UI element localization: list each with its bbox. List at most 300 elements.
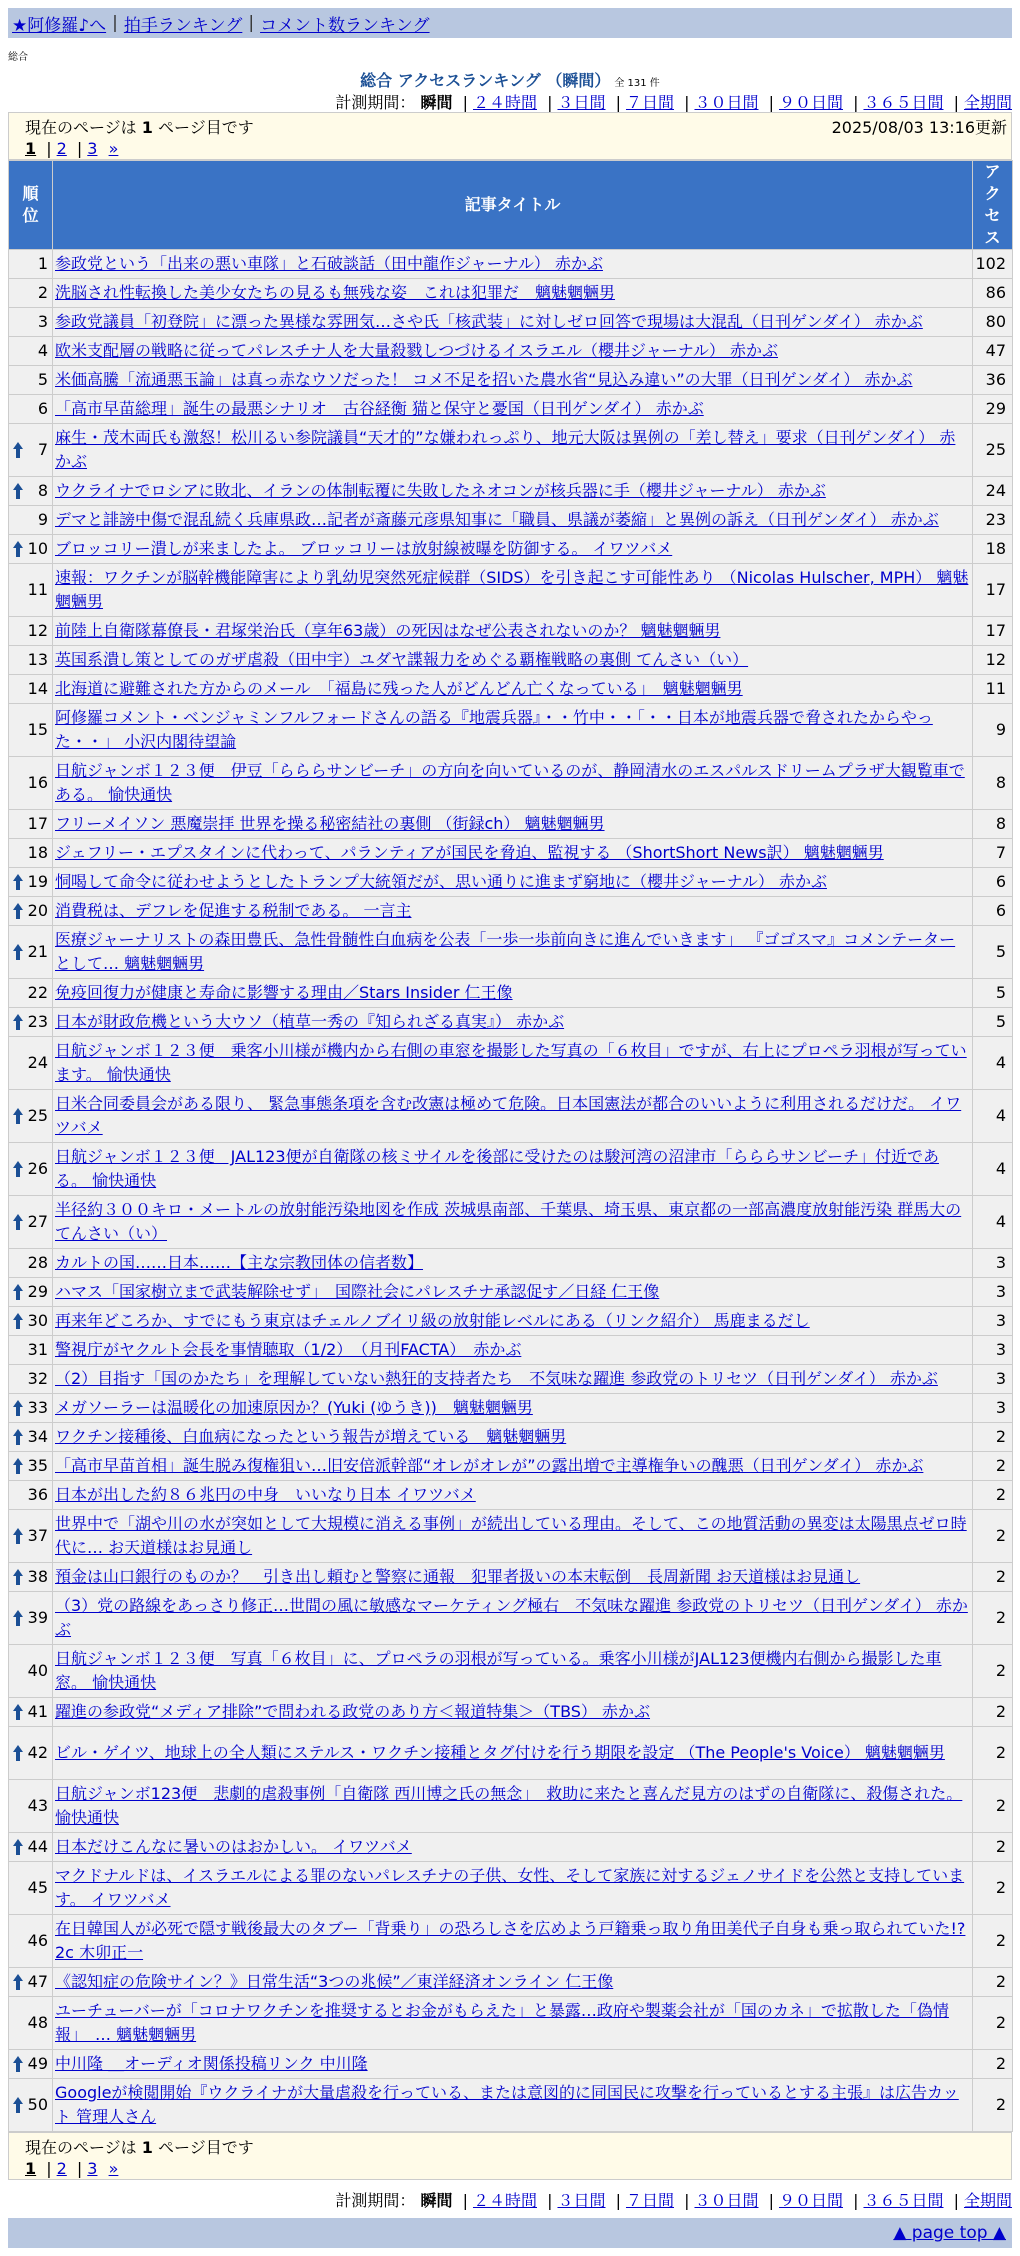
rank-up-arrow-icon bbox=[13, 1214, 23, 1230]
rank-cell bbox=[9, 1727, 53, 1780]
table-row bbox=[9, 617, 1013, 646]
article-title-link[interactable]: ウクライナでロシアに敗北、イランの体制転覆に失敗したネオコンが核兵器に手（櫻井ジャーナル） 赤かぶ bbox=[55, 481, 826, 500]
period-label: 計測期間： bbox=[335, 93, 416, 112]
rank-cell bbox=[9, 279, 53, 308]
article-title-link[interactable]: Googleが検閲開始『ウクライナが大量虐殺を行っている、または意図的に同国民に攻撃を行っているとする主張』は広告カット 管理人さん bbox=[55, 2083, 959, 2126]
rank-cell bbox=[9, 1452, 53, 1481]
access-count: 11 bbox=[973, 675, 1013, 704]
table-row bbox=[9, 1037, 1013, 1090]
article-title-link[interactable]: （3）党の路線をあっさり修正…世間の風に敏感なマーケティング極右 不気味な躍進 参政党のトリセツ（日刊ゲンダイ） 赤かぶ bbox=[55, 1596, 968, 1639]
access-count: 9 bbox=[973, 704, 1013, 757]
home-link[interactable]: ★阿修羅♪へ bbox=[12, 15, 107, 36]
rank-cell bbox=[9, 1423, 53, 1452]
article-title-link[interactable]: 阿修羅コメント・ベンジャミンフルフォードさんの語る『地震兵器』・・竹中・・「・・日本が地震兵器で脅されたからやった・・」 小沢内閣待望論 bbox=[55, 708, 933, 751]
title-cell bbox=[53, 1862, 973, 1915]
table-row bbox=[9, 1365, 1013, 1394]
table-row bbox=[9, 1196, 1013, 1249]
table-row bbox=[9, 1968, 1013, 1997]
page-top-link[interactable]: ▲ page top ▲ bbox=[893, 2223, 1006, 2243]
access-count: 3 bbox=[973, 1278, 1013, 1307]
period-label: 計測期間： bbox=[335, 2191, 416, 2210]
rank-cell bbox=[9, 1196, 53, 1249]
rank-number: 19 bbox=[27, 872, 48, 891]
ranking-title: 総合 アクセスランキング （瞬間） bbox=[360, 71, 611, 90]
table-row bbox=[9, 1278, 1013, 1307]
rank-cell bbox=[9, 337, 53, 366]
table-row bbox=[9, 564, 1013, 617]
title-cell bbox=[53, 564, 973, 617]
table-row bbox=[9, 279, 1013, 308]
table-row bbox=[9, 366, 1013, 395]
table-row bbox=[9, 535, 1013, 564]
period-link-365d[interactable]: ３６５日間 bbox=[863, 93, 944, 112]
period-selector-top: 計測期間： 瞬間 | ２４時間 | ３日間 | ７日間 | ３０日間 | ９０日間 | ３６５日間 | 全期間 bbox=[335, 93, 1012, 112]
article-title-link[interactable]: ワクチン接種後、白血病になったという報告が増えている 魑魅魍魎男 bbox=[55, 1427, 567, 1446]
rank-number: 13 bbox=[27, 650, 48, 669]
applause-ranking-link[interactable]: 拍手ランキング bbox=[123, 15, 243, 36]
access-count: 2 bbox=[973, 1563, 1013, 1592]
table-row bbox=[9, 1997, 1013, 2050]
rank-number: 7 bbox=[37, 440, 48, 459]
article-title-link[interactable]: ユーチューバーが「コロナワクチンを推奨するとお金がもらえた」と暴露…政府や製薬会社が「国のカネ」で拡散した「偽情報」 … 魑魅魍魎男 bbox=[55, 2001, 949, 2044]
rank-number: 23 bbox=[27, 1012, 48, 1031]
article-title-link[interactable]: 日航ジャンボ１２３便 JAL123便が自衛隊の核ミサイルを後部に受けたのは駿河湾の沼津市「らららサンビーチ」付近である。 愉快通快 bbox=[55, 1147, 939, 1190]
rank-up-arrow-icon bbox=[13, 1974, 23, 1990]
article-title-link[interactable]: 「高市早苗総理」誕生の最悪シナリオ 古谷経衡 猫と保守と憂国（日刊ゲンダイ） 赤かぶ bbox=[55, 399, 704, 418]
access-count: 7 bbox=[973, 839, 1013, 868]
rank-cell bbox=[9, 1394, 53, 1423]
rank-up-arrow-icon bbox=[13, 1313, 23, 1329]
rank-cell bbox=[9, 1249, 53, 1278]
access-count: 4 bbox=[973, 1196, 1013, 1249]
rank-up-arrow-icon bbox=[13, 1569, 23, 1585]
article-title-link[interactable]: 日米合同委員会がある限り、 緊急事態条項を含む改憲は極めて危険。日本国憲法が都合のいいように利用されるだけだ。 イワツバメ bbox=[55, 1094, 962, 1137]
rank-number: 21 bbox=[27, 942, 48, 961]
pager-next[interactable]: » bbox=[108, 139, 119, 158]
rank-number: 37 bbox=[27, 1526, 48, 1545]
article-title-link[interactable]: 半径約３００キロ・メートルの放射能汚染地図を作成 茨城県南部、千葉県、埼玉県、東京都の一部高濃度放射能汚染 群馬大のてんさい（い） bbox=[55, 1200, 962, 1243]
period-link-90d[interactable]: ９０日間 bbox=[778, 93, 843, 112]
table-row bbox=[9, 1336, 1013, 1365]
pager-link-3[interactable]: 3 bbox=[87, 2159, 98, 2178]
article-title-link[interactable]: フリーメイソン 悪魔崇拝 世界を操る秘密結社の裏側 （街録ch） 魑魅魍魎男 bbox=[55, 814, 605, 833]
access-count: 36 bbox=[973, 366, 1013, 395]
pager-link-3[interactable]: 3 bbox=[87, 139, 98, 158]
rank-cell bbox=[9, 1563, 53, 1592]
table-row bbox=[9, 810, 1013, 839]
title-cell bbox=[53, 979, 973, 1008]
rank-number: 46 bbox=[27, 1931, 48, 1950]
article-title-link[interactable]: 日航ジャンボ１２３便 写真「６枚目」に、プロペラの羽根が写っている。乗客小川様がJAL123便機内右側から撮影した車窓。 愉快通快 bbox=[55, 1649, 942, 1692]
article-title-link[interactable]: 恫喝して命令に従わせようとしたトランプ大統領だが、思い通りに進まず窮地に（櫻井ジャーナル） 赤かぶ bbox=[55, 872, 827, 891]
article-title-link[interactable]: ビル・ゲイツ、地球上の全人類にステルス・ワクチン接種とタグ付けを行う期限を設定 （The People's Voice） 魑魅魍魎男 bbox=[55, 1743, 945, 1762]
access-count: 6 bbox=[973, 897, 1013, 926]
article-title-link[interactable]: 日航ジャンボ１２３便 伊豆「らららサンビーチ」の方向を向いているのが、静岡清水のエスパルスドリームプラザ大観覧車である。 愉快通快 bbox=[55, 761, 965, 804]
article-title-link[interactable]: 参政党議員「初登院」に漂った異様な雰囲気…さや氏「核武装」に対しゼロ回答で現場は大混乱（日刊ゲンダイ） 赤かぶ bbox=[55, 312, 923, 331]
rank-cell bbox=[9, 757, 53, 810]
title-cell bbox=[53, 617, 973, 646]
title-cell bbox=[53, 1645, 973, 1698]
title-cell bbox=[53, 279, 973, 308]
table-row bbox=[9, 2050, 1013, 2079]
rank-cell bbox=[9, 1968, 53, 1997]
access-count: 3 bbox=[973, 1307, 1013, 1336]
rank-up-arrow-icon bbox=[13, 1108, 23, 1124]
rank-number: 42 bbox=[27, 1743, 48, 1762]
pager-link-2[interactable]: 2 bbox=[56, 2159, 67, 2178]
title-cell bbox=[53, 1423, 973, 1452]
period-link-365d[interactable]: ３６５日間 bbox=[863, 2191, 944, 2210]
rank-cell bbox=[9, 564, 53, 617]
rank-up-arrow-icon bbox=[13, 483, 23, 499]
access-count: 2 bbox=[973, 1997, 1013, 2050]
rank-up-arrow-icon bbox=[13, 903, 23, 919]
article-title-link[interactable]: 前陸上自衛隊幕僚長・君塚栄治氏（享年63歳）の死因はなぜ公表されないのか？ 魑魅魍魎男 bbox=[55, 621, 721, 640]
rank-number: 15 bbox=[27, 720, 48, 739]
access-count: 17 bbox=[973, 564, 1013, 617]
article-title-link[interactable]: 《認知症の危険サイン？》日常生活“3つの兆候”／東洋経済オンライン 仁王像 bbox=[55, 1972, 614, 1991]
article-title-link[interactable]: 消費税は、デフレを促進する税制である。 一言主 bbox=[55, 901, 412, 920]
current-page-text: 現在のページは 1 ページ目です bbox=[25, 118, 254, 137]
rank-cell bbox=[9, 2079, 53, 2132]
rank-number: 1 bbox=[37, 254, 48, 273]
article-title-link[interactable]: デマと誹謗中傷で混乱続く兵庫県政…記者が斎藤元彦県知事に「職員、県議が萎縮」と異例の訴え（日刊ゲンダイ） 赤かぶ bbox=[55, 510, 939, 529]
title-cell bbox=[53, 2050, 973, 2079]
rank-up-arrow-icon bbox=[13, 1704, 23, 1720]
table-row bbox=[9, 1481, 1013, 1510]
article-title-link[interactable]: 日航ジャンボ１２３便 乗客小川様が機内から右側の車窓を撮影した写真の「６枚目」ですが、右上にプロペラ羽根が写っています。 愉快通快 bbox=[55, 1041, 967, 1084]
access-count: 2 bbox=[973, 1698, 1013, 1727]
rank-up-arrow-icon bbox=[13, 442, 23, 458]
rank-up-arrow-icon bbox=[13, 1745, 23, 1761]
comment-ranking-link[interactable]: コメント数ランキング bbox=[260, 15, 430, 36]
article-title-link[interactable]: ジェフリー・エプスタインに代わって、パランティアが国民を脅迫、監視する （ShortShort News訳） 魑魅魍魎男 bbox=[55, 843, 884, 862]
rank-number: 26 bbox=[27, 1159, 48, 1178]
rank-cell bbox=[9, 868, 53, 897]
access-count: 3 bbox=[973, 1394, 1013, 1423]
table-row bbox=[9, 1563, 1013, 1592]
rank-number: 5 bbox=[37, 370, 48, 389]
rank-cell bbox=[9, 1645, 53, 1698]
rank-up-arrow-icon bbox=[13, 541, 23, 557]
rank-number: 44 bbox=[27, 1837, 48, 1856]
access-count: 24 bbox=[973, 477, 1013, 506]
rank-up-arrow-icon bbox=[13, 1839, 23, 1855]
rank-number: 22 bbox=[27, 983, 48, 1002]
header-title: 記事タイトル bbox=[53, 161, 973, 250]
rank-number: 33 bbox=[27, 1398, 48, 1417]
table-row bbox=[9, 506, 1013, 535]
period-link-24h[interactable]: ２４時間 bbox=[472, 93, 537, 112]
title-cell bbox=[53, 1510, 973, 1563]
rank-number: 31 bbox=[27, 1340, 48, 1359]
article-title-link[interactable]: カルトの国……日本……【主な宗教団体の信者数】 bbox=[55, 1253, 424, 1272]
table-row bbox=[9, 675, 1013, 704]
rank-cell bbox=[9, 1307, 53, 1336]
access-count: 2 bbox=[973, 1915, 1013, 1968]
title-cell bbox=[53, 337, 973, 366]
period-link-30d[interactable]: ３０日間 bbox=[694, 93, 759, 112]
title-cell bbox=[53, 1365, 973, 1394]
title-cell bbox=[53, 1997, 973, 2050]
title-cell bbox=[53, 366, 973, 395]
title-cell bbox=[53, 1307, 973, 1336]
article-title-link[interactable]: 日本が出した約８６兆円の中身 いいなり日本 イワツバメ bbox=[55, 1485, 476, 1504]
table-row bbox=[9, 1833, 1013, 1862]
rank-number: 36 bbox=[27, 1485, 48, 1504]
rank-number: 9 bbox=[37, 510, 48, 529]
rank-up-arrow-icon bbox=[13, 944, 23, 960]
title-cell bbox=[53, 757, 973, 810]
table-row bbox=[9, 1727, 1013, 1780]
title-cell bbox=[53, 535, 973, 564]
access-count: 2 bbox=[973, 1481, 1013, 1510]
article-title-link[interactable]: 免疫回復力が健康と寿命に影響する理由／Stars Insider 仁王像 bbox=[55, 983, 513, 1002]
access-count: 8 bbox=[973, 757, 1013, 810]
table-row bbox=[9, 1862, 1013, 1915]
title-cell bbox=[53, 810, 973, 839]
pager-bottom: 1 | 2 | 3 » bbox=[25, 2159, 119, 2178]
article-title-link[interactable]: 警視庁がヤクルト会長を事情聴取（1/2） （月刊FACTA） 赤かぶ bbox=[55, 1340, 522, 1359]
table-row bbox=[9, 1645, 1013, 1698]
page-title bbox=[8, 68, 1012, 90]
article-title-link[interactable]: ハマス「国家樹立まで武装解除せず」 国際社会にパレスチナ承認促す／日経 仁王像 bbox=[55, 1282, 660, 1301]
rank-cell bbox=[9, 308, 53, 337]
rank-number: 49 bbox=[27, 2054, 48, 2073]
article-title-link[interactable]: 英国系潰し策としてのガザ虐殺（田中宇）ユダヤ諜報力をめぐる覇権戦略の裏側 てんさい（い） bbox=[55, 650, 749, 669]
rank-number: 35 bbox=[27, 1456, 48, 1475]
period-link-3d[interactable]: ３日間 bbox=[557, 93, 606, 112]
table-row bbox=[9, 1452, 1013, 1481]
updated-timestamp: 2025/08/03 13:16更新 bbox=[831, 118, 1007, 137]
top-navigation bbox=[8, 8, 1012, 38]
period-selector-bottom: 計測期間： 瞬間 | ２４時間 | ３日間 | ７日間 | ３０日間 | ９０日間 | ３６５日間 | 全期間 bbox=[335, 2191, 1012, 2210]
nav-separator: | bbox=[248, 13, 255, 33]
period-link-90d[interactable]: ９０日間 bbox=[778, 2191, 843, 2210]
article-title-link[interactable]: 預金は山口銀行のものか？ 引き出し頼むと警察に通報 犯罪者扱いの本末転倒 長周新聞 お天道様はお見通し bbox=[55, 1567, 861, 1586]
rank-cell bbox=[9, 926, 53, 979]
title-cell bbox=[53, 1278, 973, 1307]
article-title-link[interactable]: 北海道に避難された方からのメール 「福島に残った人がどんどん亡くなっている」 魑魅魍魎男 bbox=[55, 679, 743, 698]
rank-cell bbox=[9, 1510, 53, 1563]
article-title-link[interactable]: 世界中で「湖や川の水が突如として大規模に消える事例」が続出している理由。そして、この地質活動の異変は太陽黒点ゼロ時代に… お天道様はお見通し bbox=[55, 1514, 967, 1557]
category-label: 総合 bbox=[8, 52, 28, 63]
article-title-link[interactable]: 医療ジャーナリストの森田豊氏、急性骨髄性白血病を公表「一歩一歩前向きに進んでいきます」 『ゴゴスマ』コメンテーターとして… 魑魅魍魎男 bbox=[55, 930, 956, 973]
title-cell bbox=[53, 1336, 973, 1365]
pager-current: 1 bbox=[25, 2159, 37, 2178]
rank-cell bbox=[9, 250, 53, 279]
table-row bbox=[9, 757, 1013, 810]
table-row bbox=[9, 395, 1013, 424]
access-count: 12 bbox=[973, 646, 1013, 675]
access-count: 2 bbox=[973, 2050, 1013, 2079]
table-row bbox=[9, 979, 1013, 1008]
title-cell bbox=[53, 1727, 973, 1780]
article-title-link[interactable]: 日航ジャンボ123便 悲劇的虐殺事例「自衛隊 西川博之氏の無念」 救助に来たと喜んだ見方のはずの自衛隊に、殺傷された。 愉快通快 bbox=[55, 1784, 963, 1827]
rank-number: 41 bbox=[27, 1702, 48, 1721]
access-count: 4 bbox=[973, 1090, 1013, 1143]
access-count: 2 bbox=[973, 1780, 1013, 1833]
article-title-link[interactable]: 日本だけこんなに暑いのはおかしい。 イワツバメ bbox=[55, 1837, 412, 1856]
table-row bbox=[9, 477, 1013, 506]
access-count: 6 bbox=[973, 868, 1013, 897]
article-title-link[interactable]: マクドナルドは、イスラエルによる罪のないパレスチナの子供、女性、そして家族に対するジェノサイドを公然と支持しています。 イワツバメ bbox=[55, 1866, 965, 1909]
title-cell bbox=[53, 1196, 973, 1249]
rank-cell bbox=[9, 646, 53, 675]
rank-number: 2 bbox=[37, 283, 48, 302]
access-count: 5 bbox=[973, 979, 1013, 1008]
title-cell bbox=[53, 250, 973, 279]
rank-up-arrow-icon bbox=[13, 1014, 23, 1030]
rank-number: 38 bbox=[27, 1567, 48, 1586]
period-link-30d[interactable]: ３０日間 bbox=[694, 2191, 759, 2210]
pager-link-2[interactable]: 2 bbox=[56, 139, 67, 158]
rank-number: 29 bbox=[27, 1282, 48, 1301]
access-count: 86 bbox=[973, 279, 1013, 308]
access-count: 80 bbox=[973, 308, 1013, 337]
title-cell bbox=[53, 1090, 973, 1143]
period-link-all[interactable]: 全期間 bbox=[963, 93, 1012, 112]
access-count: 2 bbox=[973, 1968, 1013, 1997]
table-row bbox=[9, 646, 1013, 675]
rank-number: 8 bbox=[37, 481, 48, 500]
article-title-link[interactable]: 麻生・茂木両氏も激怒！松川るい参院議員“天才的”な嫌われっぷり、地元大阪は異例の「差し替え」要求（日刊ゲンダイ） 赤かぶ bbox=[55, 428, 956, 471]
title-cell bbox=[53, 2079, 973, 2132]
table-row bbox=[9, 1915, 1013, 1968]
table-row bbox=[9, 1394, 1013, 1423]
article-title-link[interactable]: 中川隆 ＿オーディオ関係投稿リンク 中川隆 bbox=[55, 2054, 368, 2073]
title-cell bbox=[53, 1592, 973, 1645]
article-title-link[interactable]: メガソーラーは温暖化の加速原因か？(Yuki (ゆうき)) 魑魅魍魎男 bbox=[55, 1398, 533, 1417]
title-cell bbox=[53, 424, 973, 477]
rank-number: 45 bbox=[27, 1878, 48, 1897]
rank-cell bbox=[9, 1592, 53, 1645]
access-count: 102 bbox=[973, 250, 1013, 279]
table-row bbox=[9, 1249, 1013, 1278]
access-count: 8 bbox=[973, 810, 1013, 839]
rank-up-arrow-icon bbox=[13, 1458, 23, 1474]
article-title-link[interactable]: 再来年どころか、すでにもう東京はチェルノブイリ級の放射能レベルにある（リンク紹介） 馬鹿まるだし bbox=[55, 1311, 810, 1330]
period-link-3d[interactable]: ３日間 bbox=[557, 2191, 606, 2210]
article-title-link[interactable]: 米価高騰「流通悪玉論」は真っ赤なウソだった！ コメ不足を招いた農水省“見込み違い”の大罪（日刊ゲンダイ） 赤かぶ bbox=[55, 370, 913, 389]
article-title-link[interactable]: （2）目指す「国のかたち」を理解していない熱狂的支持者たち 不気味な躍進 参政党のトリセツ（日刊ゲンダイ） 赤かぶ bbox=[55, 1369, 938, 1388]
access-count: 23 bbox=[973, 506, 1013, 535]
rank-number: 24 bbox=[27, 1053, 48, 1072]
rank-cell bbox=[9, 704, 53, 757]
ranking-rows bbox=[9, 250, 1013, 2132]
rank-number: 4 bbox=[37, 341, 48, 360]
rank-cell bbox=[9, 617, 53, 646]
article-title-link[interactable]: 躍進の参政党“メディア排除”で問われる政党のあり方＜報道特集＞（TBS） 赤かぶ bbox=[55, 1702, 651, 1721]
rank-up-arrow-icon bbox=[13, 1610, 23, 1626]
access-count: 2 bbox=[973, 1452, 1013, 1481]
article-title-link[interactable]: 速報：ワクチンが脳幹機能障害により乳幼児突然死症候群（SIDS）を引き起こす可能性あり （Nicolas Hulscher, MPH） 魑魅魍魎男 bbox=[55, 568, 969, 611]
table-row bbox=[9, 897, 1013, 926]
rank-cell bbox=[9, 979, 53, 1008]
access-count: 3 bbox=[973, 1336, 1013, 1365]
rank-cell bbox=[9, 506, 53, 535]
rank-number: 11 bbox=[27, 580, 48, 599]
access-count: 2 bbox=[973, 1510, 1013, 1563]
rank-cell bbox=[9, 1997, 53, 2050]
article-title-link[interactable]: 欧米支配層の戦略に従ってパレスチナ人を大量殺戮しつづけるイスラエル（櫻井ジャーナル） 赤かぶ bbox=[55, 341, 779, 360]
title-cell bbox=[53, 1037, 973, 1090]
header-rank: 順位 bbox=[9, 161, 53, 250]
ranking-table bbox=[8, 160, 1013, 2132]
access-count: 4 bbox=[973, 1037, 1013, 1090]
access-count: 3 bbox=[973, 1365, 1013, 1394]
rank-cell bbox=[9, 1481, 53, 1510]
article-title-link[interactable]: 日本が財政危機という大ウソ（植草一秀の『知られざる真実』） 赤かぶ bbox=[55, 1012, 565, 1031]
access-count: 17 bbox=[973, 617, 1013, 646]
rank-cell bbox=[9, 477, 53, 506]
title-cell bbox=[53, 839, 973, 868]
rank-number: 25 bbox=[27, 1106, 48, 1125]
rank-cell bbox=[9, 1090, 53, 1143]
table-row bbox=[9, 1510, 1013, 1563]
period-link-7d[interactable]: ７日間 bbox=[625, 2191, 674, 2210]
table-row bbox=[9, 1307, 1013, 1336]
rank-cell bbox=[9, 366, 53, 395]
rank-number: 32 bbox=[27, 1369, 48, 1388]
rank-cell bbox=[9, 535, 53, 564]
period-link-all[interactable]: 全期間 bbox=[963, 2191, 1012, 2210]
rank-number: 43 bbox=[27, 1796, 48, 1815]
rank-cell bbox=[9, 1037, 53, 1090]
table-row bbox=[9, 337, 1013, 366]
article-title-link[interactable]: 参政党という「出来の悪い車隊」と石破談話（田中龍作ジャーナル） 赤かぶ bbox=[55, 254, 603, 273]
page bbox=[8, 8, 1012, 2248]
title-cell bbox=[53, 1008, 973, 1037]
title-cell bbox=[53, 897, 973, 926]
pager-current: 1 bbox=[25, 139, 37, 158]
article-title-link[interactable]: 在日韓国人が必死で隠す戦後最大のタブー「背乗り」の恐ろしさを広めよう戸籍乗っ取り角田美代子自身も乗っ取られていた!?2c 木卯正一 bbox=[55, 1919, 966, 1962]
access-count: 2 bbox=[973, 1592, 1013, 1645]
rank-cell bbox=[9, 1780, 53, 1833]
rank-number: 39 bbox=[27, 1608, 48, 1627]
page-info-bottom bbox=[8, 2132, 1012, 2180]
title-cell bbox=[53, 506, 973, 535]
rank-cell bbox=[9, 424, 53, 477]
title-cell bbox=[53, 1698, 973, 1727]
rank-number: 18 bbox=[27, 843, 48, 862]
title-cell bbox=[53, 1780, 973, 1833]
rank-number: 12 bbox=[27, 621, 48, 640]
rank-number: 48 bbox=[27, 2013, 48, 2032]
access-count: 4 bbox=[973, 1143, 1013, 1196]
pager-top: 1 | 2 | 3 » bbox=[25, 139, 119, 158]
table-row bbox=[9, 926, 1013, 979]
period-link-24h[interactable]: ２４時間 bbox=[472, 2191, 537, 2210]
access-count: 25 bbox=[973, 424, 1013, 477]
rank-cell bbox=[9, 675, 53, 704]
period-link-7d[interactable]: ７日間 bbox=[625, 93, 674, 112]
rank-up-arrow-icon bbox=[13, 2056, 23, 2072]
article-title-link[interactable]: ブロッコリー潰しが来ましたよ。 ブロッコリーは放射線被曝を防御する。 イワツバメ bbox=[55, 539, 673, 558]
rank-number: 14 bbox=[27, 679, 48, 698]
access-count: 18 bbox=[973, 535, 1013, 564]
access-count: 5 bbox=[973, 1008, 1013, 1037]
pager-next[interactable]: » bbox=[108, 2159, 119, 2178]
article-title-link[interactable]: 「高市早苗首相」誕生脱み復権狙い…旧安倍派幹部“オレがオレが”の露出増で主導権争いの醜悪（日刊ゲンダイ） 赤かぶ bbox=[55, 1456, 924, 1475]
access-count: 2 bbox=[973, 1833, 1013, 1862]
total-count: 全 131 件 bbox=[614, 78, 660, 89]
article-title-link[interactable]: 洗脳され性転換した美少女たちの見るも無残な姿 これは犯罪だ 魑魅魍魎男 bbox=[55, 283, 616, 302]
table-row bbox=[9, 1143, 1013, 1196]
rank-cell bbox=[9, 1833, 53, 1862]
rank-number: 20 bbox=[27, 901, 48, 920]
period-current: 瞬間 bbox=[420, 2191, 453, 2210]
